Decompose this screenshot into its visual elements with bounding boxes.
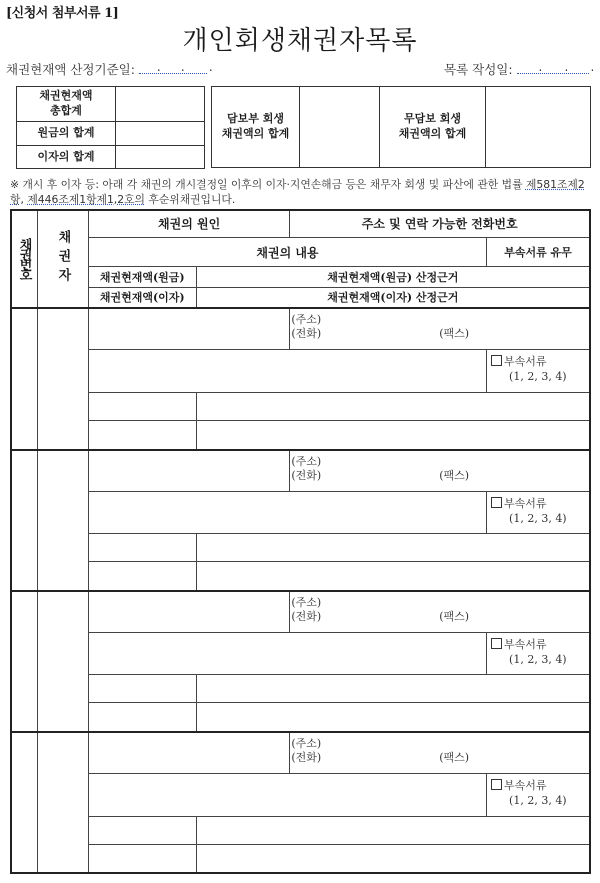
base-date-field[interactable]: . . . <box>139 62 207 74</box>
row-attachment-cell[interactable]: 부속서류 (1, 2, 3, 4) <box>487 492 590 534</box>
law-reference-link-2[interactable]: 제446조제1항제1,2호의 <box>27 193 145 206</box>
row-attachment-cell[interactable]: 부속서류 (1, 2, 3, 4) <box>487 350 590 393</box>
row-interest-cell[interactable] <box>88 703 196 732</box>
row-interest-cell[interactable] <box>88 845 196 874</box>
row-interest-cell[interactable] <box>88 562 196 591</box>
base-date-label: 채권현재액 산정기준일: <box>6 62 135 77</box>
summary-totals-table <box>16 86 205 169</box>
row-interest-basis-cell[interactable] <box>196 703 589 732</box>
subordinated-note: ※ 개시 후 이자 등: 아래 각 채권의 개시결정일 이후의 이자·지연손해금 등은 채무자 회생 및 파산에 관한 법률 제581조제2항, 제446조제1항제1,2호의 후순위채권입니다. <box>10 178 585 206</box>
row-creditor-cell[interactable] <box>37 308 88 450</box>
row-address-cell[interactable]: (주소) (전화) (팩스) <box>290 732 590 774</box>
unsecured-value[interactable] <box>486 87 591 168</box>
col-header-interest: 채권현재액(이자) <box>88 288 196 308</box>
row-content-cell[interactable] <box>88 774 486 817</box>
secured-value[interactable] <box>300 87 380 168</box>
creditor-row <box>11 732 590 774</box>
row-principal-cell[interactable] <box>88 675 196 703</box>
creditor-row <box>11 308 590 350</box>
row-creditor-cell[interactable] <box>37 450 88 591</box>
row-cause-cell[interactable] <box>88 591 290 633</box>
attachment-checkbox[interactable] <box>491 355 502 366</box>
principal-sum-value[interactable] <box>116 122 205 146</box>
creditor-row <box>11 591 590 633</box>
row-interest-basis-cell[interactable] <box>196 562 589 591</box>
secured-label: 담보부 회생 채권액의 합계 <box>212 87 300 168</box>
col-header-cause: 채권의 원인 <box>88 210 290 238</box>
total-value[interactable] <box>116 87 205 122</box>
created-date-line <box>444 60 595 78</box>
col-header-attachment: 부속서류 유무 <box>487 238 590 267</box>
row-attachment-cell[interactable]: 부속서류 (1, 2, 3, 4) <box>487 633 590 675</box>
col-header-address: 주소 및 연락 가능한 전화번호 <box>290 210 590 238</box>
col-header-number: 채권번호 <box>11 210 38 308</box>
row-cause-cell[interactable] <box>88 732 290 774</box>
row-principal-cell[interactable] <box>88 534 196 562</box>
row-content-cell[interactable] <box>88 492 486 534</box>
row-content-cell[interactable] <box>88 350 486 393</box>
col-header-principal-basis: 채권현재액(원금) 산정근거 <box>196 267 589 288</box>
row-principal-cell[interactable] <box>88 817 196 845</box>
creditor-table <box>10 209 590 874</box>
summary-secured-table <box>211 86 591 168</box>
created-date-field[interactable]: . . . <box>517 62 589 74</box>
row-content-cell[interactable] <box>88 633 486 675</box>
row-interest-basis-cell[interactable] <box>196 421 589 450</box>
attachment-checkbox[interactable] <box>491 779 502 790</box>
row-address-cell[interactable]: (주소) (전화) (팩스) <box>290 308 590 350</box>
row-address-cell[interactable]: (주소) (전화) (팩스) <box>290 591 590 633</box>
row-principal-basis-cell[interactable] <box>196 675 589 703</box>
law-reference-link-1[interactable]: 제581조제2항 <box>10 178 585 206</box>
created-date-label: 목록 작성일: <box>444 62 513 77</box>
base-date-line <box>6 60 213 78</box>
row-cause-cell[interactable] <box>88 450 290 492</box>
creditor-row <box>11 450 590 492</box>
col-header-principal: 채권현재액(원금) <box>88 267 196 288</box>
interest-sum-value[interactable] <box>116 146 205 169</box>
attachment-label: [신청서 첨부서류 1] <box>6 6 119 21</box>
total-label: 채권현재액 총합계 <box>17 87 116 122</box>
row-interest-cell[interactable] <box>88 421 196 450</box>
attachment-checkbox[interactable] <box>491 638 502 649</box>
row-number-cell[interactable] <box>11 591 38 732</box>
row-creditor-cell[interactable] <box>37 591 88 732</box>
col-header-creditor: 채권자 <box>37 210 88 308</box>
col-header-content: 채권의 내용 <box>88 238 486 267</box>
row-number-cell[interactable] <box>11 308 38 450</box>
row-principal-basis-cell[interactable] <box>196 534 589 562</box>
attachment-checkbox[interactable] <box>491 497 502 508</box>
col-header-interest-basis: 채권현재액(이자) 산정근거 <box>196 288 589 308</box>
row-attachment-cell[interactable]: 부속서류 (1, 2, 3, 4) <box>487 774 590 817</box>
row-principal-basis-cell[interactable] <box>196 393 589 421</box>
document-title: 개인회생채권자목록 <box>182 26 418 56</box>
row-number-cell[interactable] <box>11 450 38 591</box>
row-creditor-cell[interactable] <box>37 732 88 874</box>
row-principal-basis-cell[interactable] <box>196 817 589 845</box>
unsecured-label: 무담보 회생 채권액의 합계 <box>380 87 486 168</box>
row-address-cell[interactable]: (주소) (전화) (팩스) <box>290 450 590 492</box>
row-cause-cell[interactable] <box>88 308 290 350</box>
row-interest-basis-cell[interactable] <box>196 845 589 874</box>
principal-sum-label: 원금의 합계 <box>17 122 116 146</box>
row-principal-cell[interactable] <box>88 393 196 421</box>
row-number-cell[interactable] <box>11 732 38 874</box>
interest-sum-label: 이자의 합계 <box>17 146 116 169</box>
